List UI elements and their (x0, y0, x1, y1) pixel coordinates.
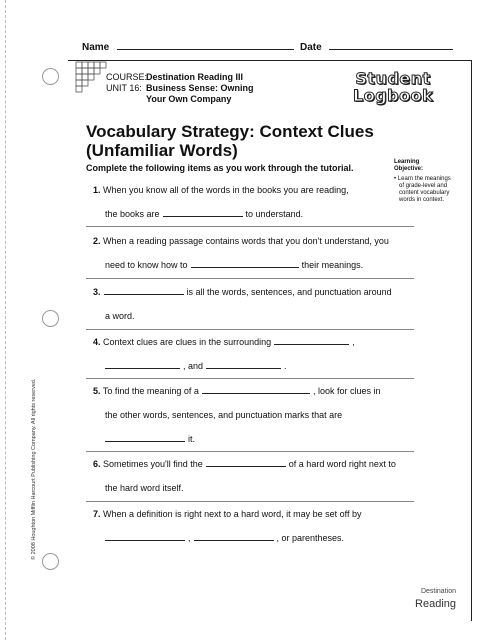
perforation-line (5, 0, 6, 640)
question-4 (93, 336, 355, 348)
q5-text-1a: To find the meaning of a (102, 386, 199, 396)
unit-label: UNIT 16: (106, 83, 142, 93)
question-7 (93, 508, 362, 520)
question-1-line2 (105, 208, 303, 220)
question-6 (93, 458, 396, 470)
q5-blank-2[interactable] (105, 440, 185, 442)
date-field[interactable] (300, 37, 456, 55)
destination-reading-brand (400, 586, 456, 610)
date-blank[interactable] (329, 48, 453, 50)
q4-text-2-mid: , and (183, 361, 204, 371)
logo-line2: Logbook (353, 86, 434, 105)
q3-text-1b: is all the words, sentences, and punctuation around (186, 287, 392, 297)
q1-text-2b: to understand. (245, 209, 304, 219)
course-value: Destination Reading III (146, 72, 244, 82)
objective-heading-2: Objective: (394, 166, 424, 172)
unit-value-line1: Business Sense: Owning (146, 83, 254, 93)
copyright-notice: © 2008 Houghton Mifflin Harcourt Publishing Company. All rights reserved. (31, 378, 37, 560)
question-2-line2 (105, 259, 363, 271)
q4-number: 4. (93, 337, 101, 347)
question-1 (93, 184, 349, 196)
q6-blank[interactable] (206, 465, 286, 467)
divider (86, 278, 414, 279)
q4-blank-3[interactable] (206, 367, 281, 369)
q5-text-3b: it. (188, 434, 196, 444)
q6-text-1a: Sometimes you'll find the (103, 459, 203, 469)
divider (86, 501, 414, 502)
q5-blank-1[interactable] (202, 392, 310, 394)
divider (86, 226, 414, 227)
q4-text-1-end: , (352, 337, 355, 347)
title-line1: Vocabulary Strategy: Context Clues (86, 122, 374, 141)
divider (86, 378, 414, 379)
q4-blank-1[interactable] (274, 343, 349, 345)
date-label: Date (300, 42, 322, 53)
q2-number: 2. (93, 236, 101, 246)
q2-text-2a: need to know how to (105, 260, 188, 270)
q6-number: 6. (93, 459, 101, 469)
q2-blank[interactable] (191, 266, 299, 268)
brand-line2: Reading (415, 598, 456, 610)
course-info (106, 72, 254, 105)
name-field[interactable] (82, 37, 297, 55)
question-7-line2 (105, 532, 344, 544)
learning-objective (394, 159, 464, 204)
q1-text-1: When you know all of the words in the books you are reading, (103, 185, 349, 195)
question-6-line2: the hard word itself. (105, 483, 184, 493)
q5-text-1b: , look for clues in (312, 386, 381, 396)
student-logbook-logo (353, 70, 433, 104)
question-5 (93, 385, 380, 397)
q7-text-2-mid: , (188, 533, 191, 543)
objective-bullet-4: words in context. (399, 197, 445, 203)
binder-hole (42, 553, 59, 570)
question-2 (93, 235, 389, 247)
q5-number: 5. (93, 386, 101, 396)
q4-blank-2[interactable] (105, 367, 180, 369)
q1-blank[interactable] (163, 215, 243, 217)
question-5-line3 (105, 433, 195, 445)
objective-bullet-2: of grade-level and (399, 183, 448, 189)
q3-blank[interactable] (104, 293, 184, 295)
question-4-line2 (105, 360, 287, 372)
q1-text-2a: the books are (105, 209, 160, 219)
name-label: Name (82, 42, 110, 53)
logo-line1: Student (355, 69, 431, 88)
q7-text-1: When a definition is right next to a hard word, it may be set off by (103, 509, 362, 519)
q4-text-1: Context clues are clues in the surrounding (103, 337, 272, 347)
page-title (86, 122, 374, 160)
q7-number: 7. (93, 509, 101, 519)
q7-text-2-end: , or parentheses. (276, 533, 345, 543)
question-3 (93, 286, 392, 298)
q2-text-1: When a reading passage contains words that you don't understand, you (103, 236, 389, 246)
instructions: Complete the following items as you work through the tutorial. (86, 163, 354, 173)
name-blank[interactable] (117, 48, 294, 50)
objective-bullet-1: • Learn the meanings (394, 176, 451, 182)
brand-line1: Destination (420, 588, 456, 595)
question-5-line2: the other words, sentences, and punctuation marks that are (105, 410, 343, 420)
q7-blank-1[interactable] (105, 539, 185, 541)
divider (86, 329, 414, 330)
q4-text-2-end: . (284, 361, 287, 371)
q2-text-2b: their meanings. (301, 260, 364, 270)
unit-value-line2: Your Own Company (146, 94, 232, 104)
question-3-line2: a word. (105, 311, 135, 321)
course-label: COURSE: (106, 72, 148, 82)
title-line2: (Unfamiliar Words) (86, 141, 238, 160)
q6-text-1b: of a hard word right next to (288, 459, 396, 469)
objective-heading-1: Learning (394, 159, 420, 165)
grid-logo-icon (74, 60, 108, 94)
q7-blank-2[interactable] (194, 539, 274, 541)
q1-number: 1. (93, 185, 101, 195)
objective-bullet-3: content vocabulary (399, 190, 450, 196)
binder-hole (42, 310, 59, 327)
divider (86, 451, 414, 452)
q3-number: 3. (93, 287, 101, 297)
binder-hole (42, 68, 59, 85)
